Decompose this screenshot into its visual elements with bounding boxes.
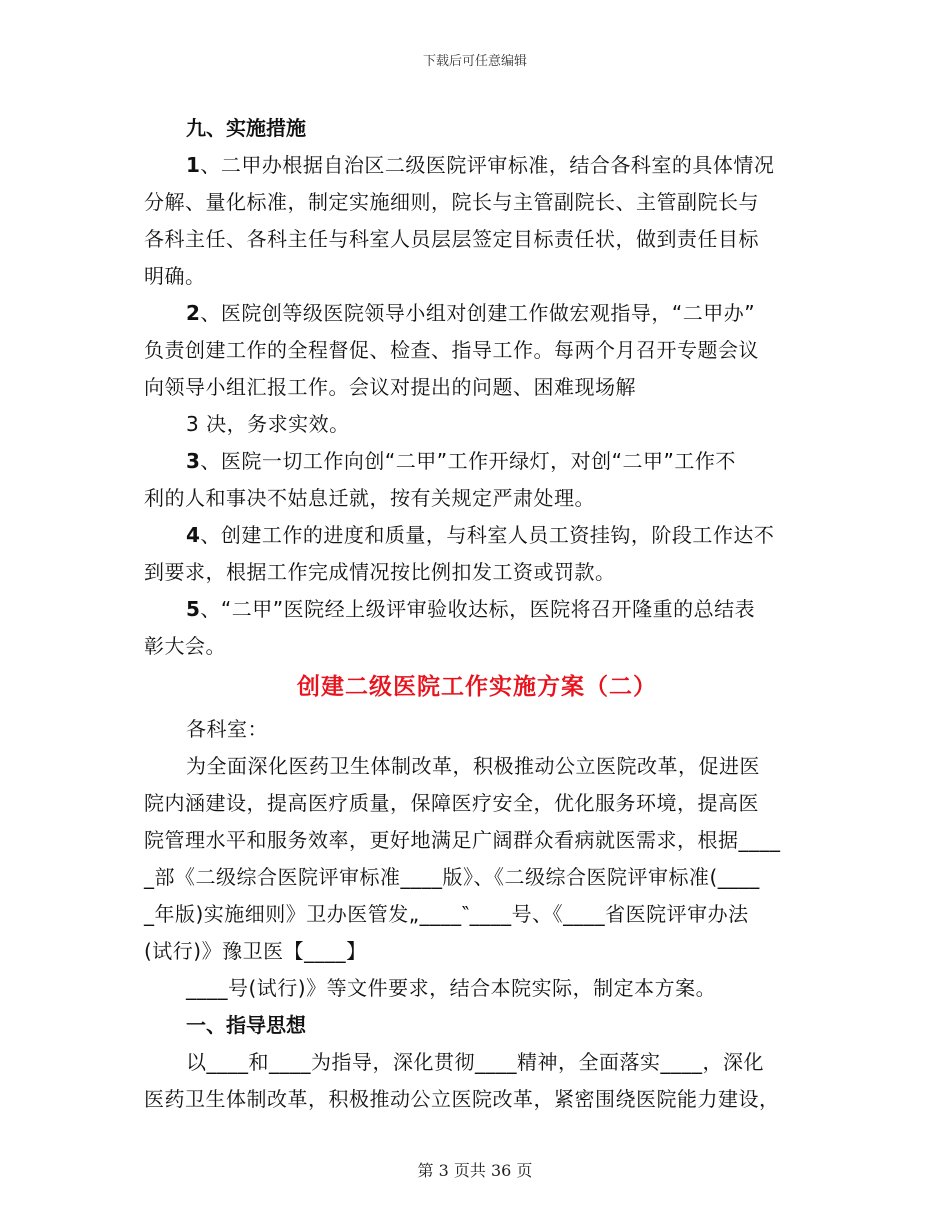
salutation: 各科室： bbox=[186, 717, 268, 741]
list-item-2-line-1 bbox=[144, 295, 810, 332]
section1-line-2: 医药卫生体制改革，积极推动公立医院改革，紧密围绕医院能力建设， bbox=[144, 1087, 780, 1111]
intro-line-1: 为全面深化医药卫生体制改革，积极推动公立医院改革，促进医 bbox=[186, 754, 760, 778]
list-number: 4 bbox=[186, 523, 201, 547]
list-item-2-line-4: 3 决，务求实效。 bbox=[186, 412, 350, 436]
list-number: 1 bbox=[186, 153, 201, 177]
list-item-1-line-3: 各科主任、各科主任与科室人员层层签定目标责任状，做到责任目标 bbox=[144, 227, 759, 251]
list-text: 、“二甲”医院经上级评审验收达标，医院将召开隆重的总结表 bbox=[200, 597, 756, 621]
document-body bbox=[144, 110, 810, 1118]
list-item-3-line-2: 利的人和事决不姑息迁就，按有关规定严肃处理。 bbox=[144, 486, 595, 510]
list-text: 、医院创等级医院领导小组对创建工作做宏观指导，“二甲办” bbox=[200, 301, 756, 325]
section-heading-1: 一、指导思想 bbox=[186, 1013, 306, 1037]
section-heading-9: 九、实施措施 bbox=[186, 116, 306, 140]
list-item-2-line-3: 向领导小组汇报工作。会议对提出的问题、困难现场解 bbox=[144, 375, 636, 399]
intro-line-6: (试行)》豫卫医【____】 bbox=[144, 939, 367, 963]
list-item-5-line-2: 彰大会。 bbox=[144, 634, 226, 658]
intro-line-4: _部《二级综合医院评审标准____版》、《二级综合医院评审标准(____ bbox=[144, 865, 760, 889]
list-item-4-line-1 bbox=[144, 517, 810, 554]
list-number: 5 bbox=[186, 597, 201, 621]
list-text: 、创建工作的进度和质量，与科室人员工资挂钩，阶段工作达不 bbox=[200, 523, 775, 547]
list-text: 、二甲办根据自治区二级医院评审标准，结合各科室的具体情况 bbox=[200, 153, 775, 177]
list-item-2-line-2: 负责创建工作的全程督促、检查、指导工作。每两个月召开专题会议 bbox=[144, 338, 759, 362]
list-item-1-line-1 bbox=[144, 147, 810, 184]
intro-line-3: 院管理水平和服务效率，更好地满足广阔群众看病就医需求，根据____ bbox=[144, 828, 781, 852]
intro-tail: ____号(试行)》等文件要求，结合本院实际，制定本方案。 bbox=[186, 976, 717, 1000]
section1-line-1: 以____和____为指导，深化贯彻____精神，全面落实____，深化 bbox=[186, 1050, 764, 1074]
list-item-3-line-1 bbox=[144, 443, 810, 480]
document-title: 创建二级医院工作实施方案（二） bbox=[297, 674, 657, 700]
list-text: 、医院一切工作向创“二甲”工作开绿灯，对创“二甲”工作不 bbox=[200, 449, 736, 473]
list-item-4-line-2: 到要求，根据工作完成情况按比例扣发工资或罚款。 bbox=[144, 560, 616, 584]
list-number: 3 bbox=[186, 449, 201, 473]
list-number: 2 bbox=[186, 301, 201, 325]
page-header: 下载后可任意编辑 bbox=[422, 54, 527, 69]
intro-line-2: 院内涵建设，提高医疗质量，保障医疗安全，优化服务环境，提高医 bbox=[144, 791, 759, 815]
list-item-5-line-1 bbox=[144, 591, 810, 628]
list-item-1-line-4: 明确。 bbox=[144, 264, 206, 288]
intro-line-5: _年版)实施细则》卫办医管发„____‶____号、《____省医院评审办法 bbox=[144, 902, 749, 926]
page-footer: 第 3 页共 36 页 bbox=[417, 1161, 533, 1180]
list-item-1-line-2: 分解、量化标准，制定实施细则，院长与主管副院长、主管副院长与 bbox=[144, 190, 759, 214]
